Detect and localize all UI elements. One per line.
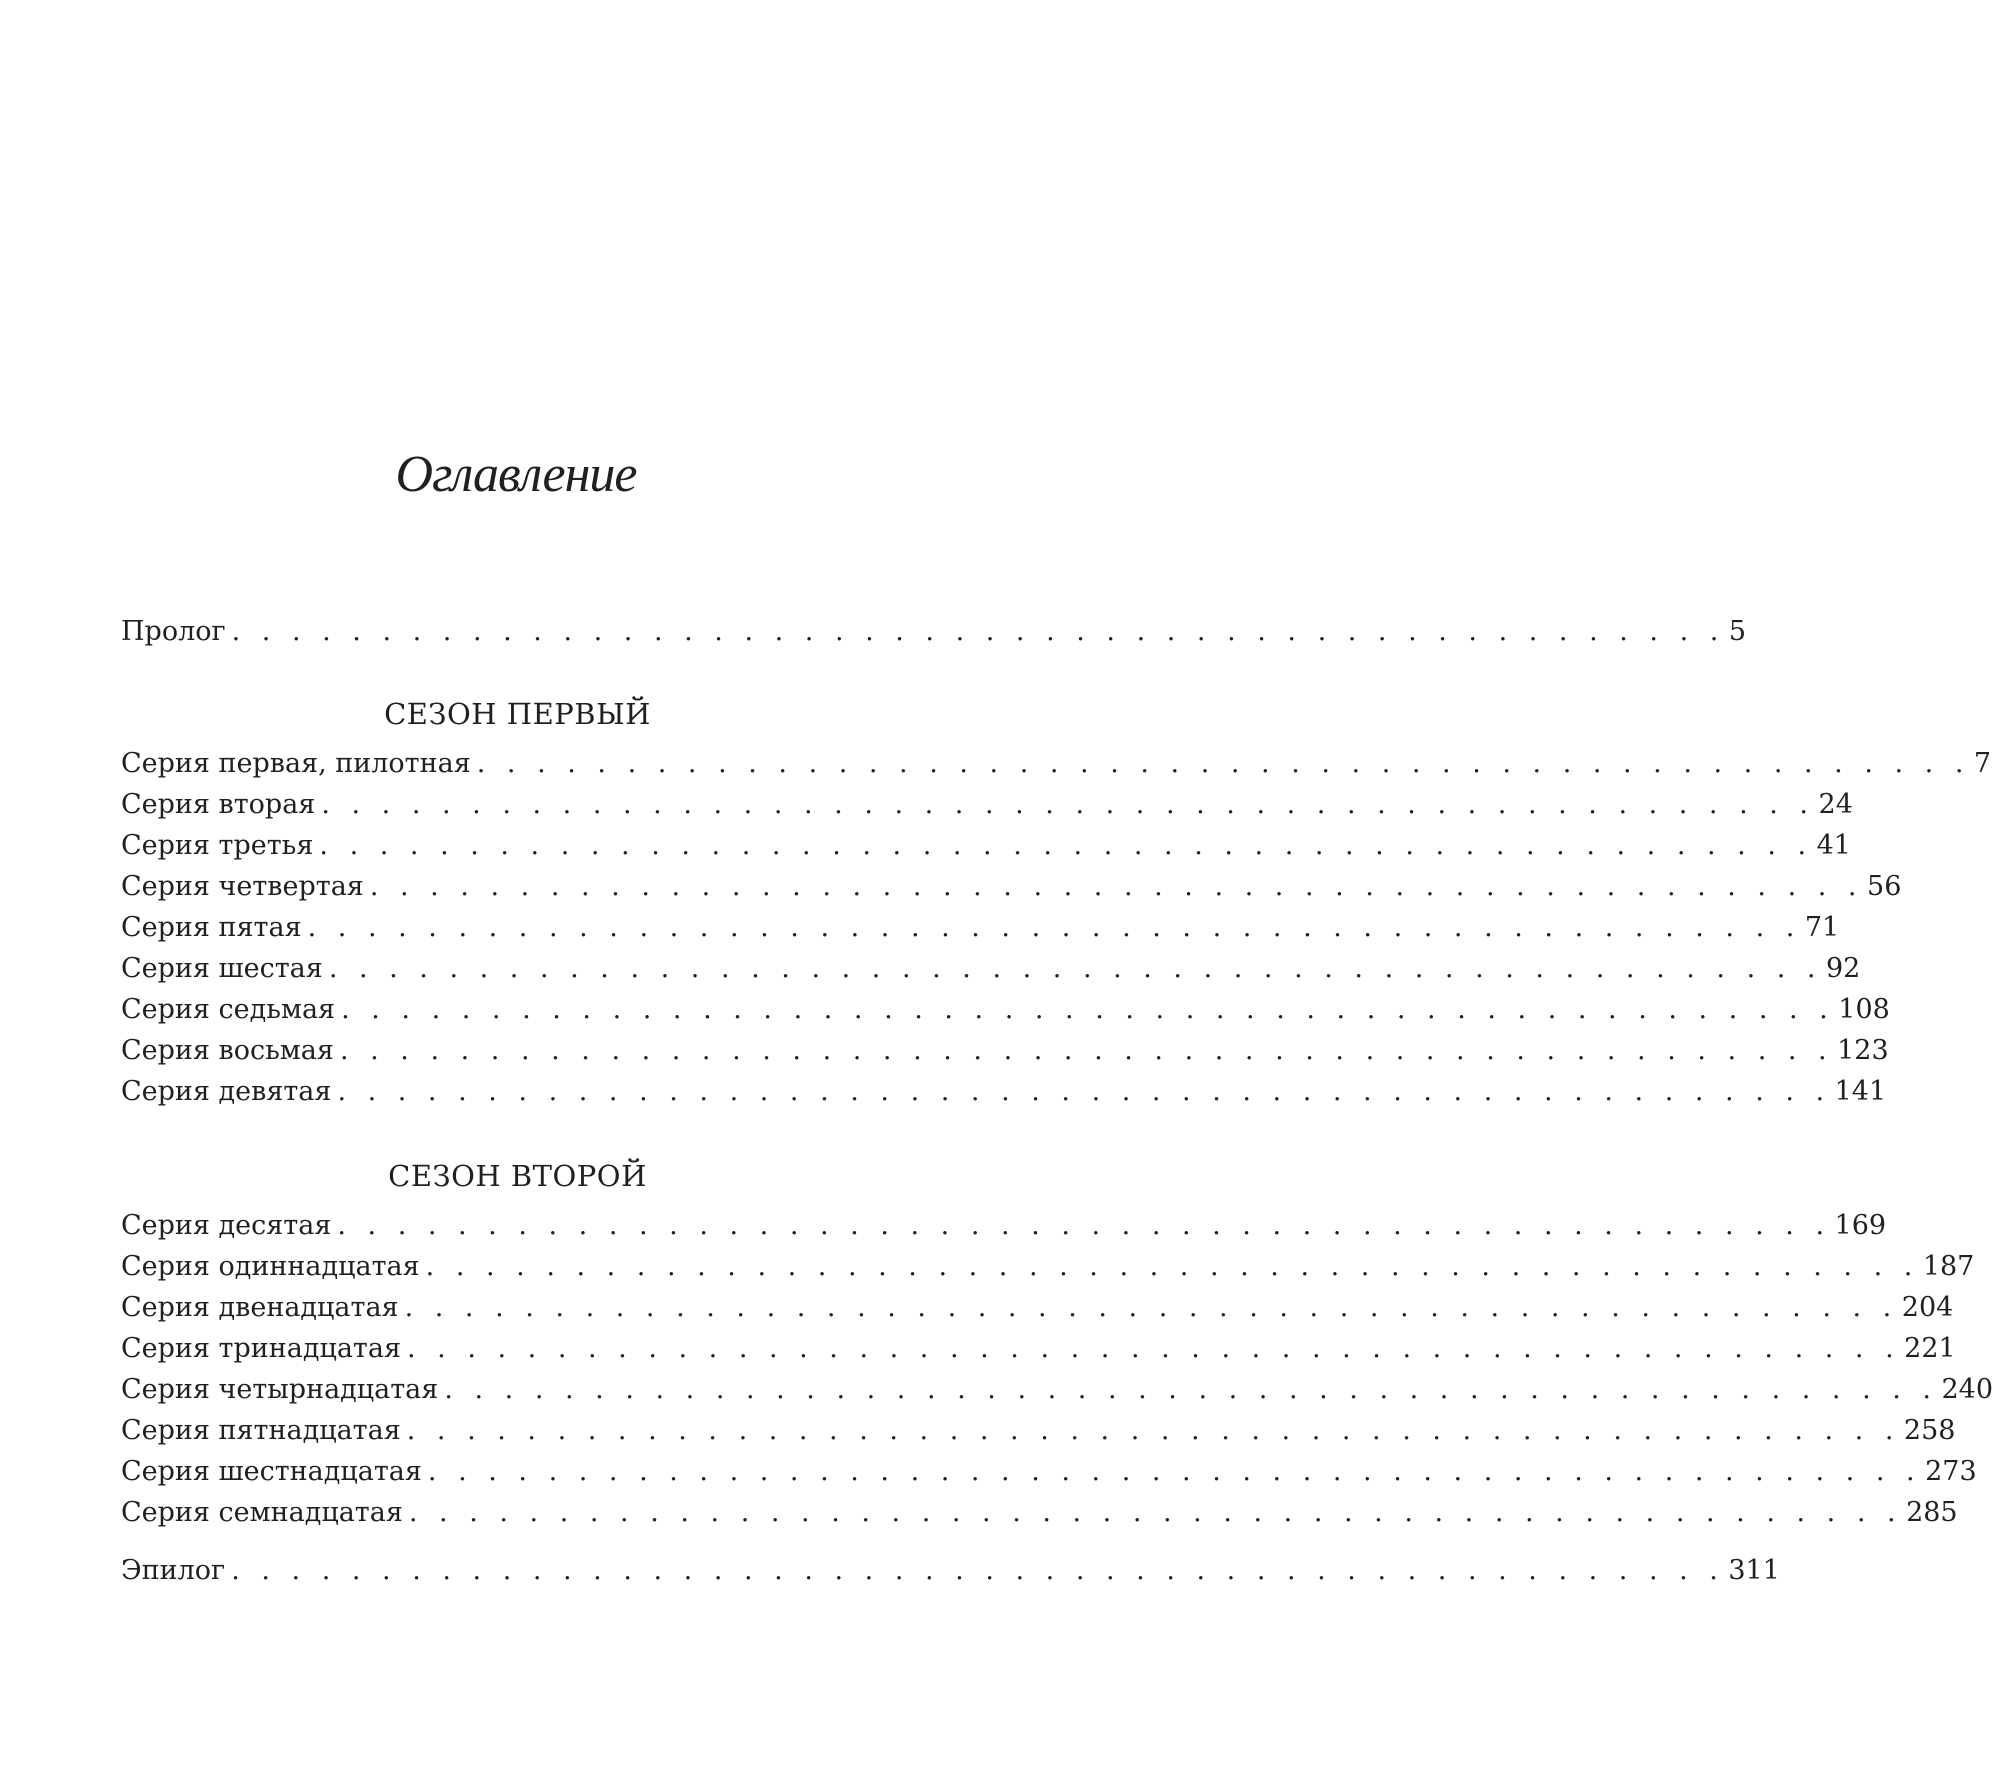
dot-leader: . . . . . . . . . . . . . . . . . . . . . . . . . . . . . . . . . . . . . . . . . . . . . . . . . . xyxy=(427,1456,1922,1487)
entry-label: Серия пятнадцатая xyxy=(121,1415,401,1446)
season-1-heading: СЕЗОН ПЕРВЫЙ xyxy=(384,697,651,731)
toc-entry[interactable] xyxy=(121,1329,1956,1369)
dot-leader: . . . . . . . . . . . . . . . . . . . . . . . . . . . . . . . . . . . . . . . . . . . . . . . . . . xyxy=(408,1497,1903,1528)
entry-page-number: 41 xyxy=(1816,830,1851,861)
dot-leader: . . . . . . . . . . . . . . . . . . . . . . . . . . . . . . . . . . . . . . . . . . . . . . . . . . xyxy=(337,1210,1831,1241)
entry-page-number: 7 xyxy=(1973,748,1992,779)
toc-entry-prologue[interactable] xyxy=(121,612,1746,652)
entry-label: Серия одиннадцатая xyxy=(121,1251,420,1282)
dot-leader: . . . . . . . . . . . . . . . . . . . . . . . . . . . . . . . . . . . . . . . . . . . . . . . . . . xyxy=(339,1035,1834,1066)
entry-page-number: 141 xyxy=(1834,1076,1887,1107)
entry-page-number: 240 xyxy=(1941,1374,1993,1405)
dot-leader: . . . . . . . . . . . . . . . . . . . . . . . . . . . . . . . . . . . . . . . . . . . . . . . . . . xyxy=(231,1555,1725,1586)
entry-page-number: 71 xyxy=(1804,912,1840,943)
toc-entry[interactable] xyxy=(121,1031,1889,1071)
toc-entry[interactable] xyxy=(121,1206,1887,1246)
dot-leader: . . . . . . . . . . . . . . . . . . . . . . . . . . . . . . . . . . . . . . . . . . . . . . . . . . xyxy=(231,616,1725,647)
entry-page-number: 187 xyxy=(1922,1251,1975,1282)
entry-page-number: 311 xyxy=(1728,1555,1780,1586)
entry-page-number: 123 xyxy=(1837,1035,1889,1066)
entry-label: Серия третья xyxy=(121,830,314,861)
toc-entry[interactable] xyxy=(121,1072,1887,1112)
entry-label: Серия девятая xyxy=(121,1076,332,1107)
entry-page-number: 56 xyxy=(1867,871,1902,902)
entry-page-number: 5 xyxy=(1728,616,1746,647)
toc-entry[interactable] xyxy=(121,1247,1975,1287)
entry-label: Эпилог xyxy=(121,1555,226,1586)
entry-label: Серия восьмая xyxy=(121,1035,334,1066)
entry-label: Серия десятая xyxy=(121,1210,332,1241)
entry-label: Серия семнадцатая xyxy=(121,1497,403,1528)
toc-entry[interactable] xyxy=(121,908,1840,948)
dot-leader: . . . . . . . . . . . . . . . . . . . . . . . . . . . . . . . . . . . . . . . . . . . . . . . . . . xyxy=(404,1292,1898,1323)
dot-leader: . . . . . . . . . . . . . . . . . . . . . . . . . . . . . . . . . . . . . . . . . . . . . . . . . . xyxy=(341,994,1835,1025)
entry-page-number: 258 xyxy=(1903,1415,1956,1446)
toc-entry[interactable] xyxy=(121,1452,1977,1492)
toc-entry[interactable] xyxy=(121,867,1902,907)
dot-leader: . . . . . . . . . . . . . . . . . . . . . . . . . . . . . . . . . . . . . . . . . . . . . . . . . . xyxy=(407,1333,1901,1364)
entry-label: Серия шестая xyxy=(121,953,323,984)
entry-label: Серия седьмая xyxy=(121,994,336,1025)
dot-leader: . . . . . . . . . . . . . . . . . . . . . . . . . . . . . . . . . . . . . . . . . . . . . . . . . . xyxy=(476,748,1970,779)
entry-page-number: 24 xyxy=(1818,789,1853,820)
entry-label: Серия шестнадцатая xyxy=(121,1456,422,1487)
dot-leader: . . . . . . . . . . . . . . . . . . . . . . . . . . . . . . . . . . . . . . . . . . . . . . . . . . xyxy=(328,953,1822,984)
toc-entry-epilogue[interactable] xyxy=(121,1551,1780,1591)
toc-entry[interactable] xyxy=(121,949,1861,989)
toc-entry[interactable] xyxy=(121,744,1992,784)
entry-page-number: 169 xyxy=(1834,1210,1887,1241)
toc-entry[interactable] xyxy=(121,1288,1954,1328)
dot-leader: . . . . . . . . . . . . . . . . . . . . . . . . . . . . . . . . . . . . . . . . . . . . . . . . . . xyxy=(444,1374,1938,1405)
entry-label: Серия вторая xyxy=(121,789,316,820)
dot-leader: . . . . . . . . . . . . . . . . . . . . . . . . . . . . . . . . . . . . . . . . . . . . . . . . . . xyxy=(307,912,1801,943)
toc-entry[interactable] xyxy=(121,1493,1958,1533)
entry-label: Серия двенадцатая xyxy=(121,1292,399,1323)
toc-entry[interactable] xyxy=(121,826,1851,866)
dot-leader: . . . . . . . . . . . . . . . . . . . . . . . . . . . . . . . . . . . . . . . . . . . . . . . . . . xyxy=(321,789,1815,820)
dot-leader: . . . . . . . . . . . . . . . . . . . . . . . . . . . . . . . . . . . . . . . . . . . . . . . . . . xyxy=(319,830,1813,861)
dot-leader: . . . . . . . . . . . . . . . . . . . . . . . . . . . . . . . . . . . . . . . . . . . . . . . . . . xyxy=(337,1076,1831,1107)
entry-page-number: 273 xyxy=(1925,1456,1977,1487)
entry-label: Серия первая, пилотная xyxy=(121,748,471,779)
entry-label: Серия пятая xyxy=(121,912,302,943)
season-2-heading: СЕЗОН ВТОРОЙ xyxy=(388,1159,647,1193)
entry-page-number: 221 xyxy=(1904,1333,1956,1364)
page-title: Оглавление xyxy=(395,446,637,503)
dot-leader: . . . . . . . . . . . . . . . . . . . . . . . . . . . . . . . . . . . . . . . . . . . . . . . . . . xyxy=(369,871,1864,902)
entry-label: Серия четырнадцатая xyxy=(121,1374,439,1405)
entry-label: Серия четвертая xyxy=(121,871,364,902)
entry-page-number: 92 xyxy=(1825,953,1861,984)
entry-page-number: 285 xyxy=(1906,1497,1958,1528)
toc-entry[interactable] xyxy=(121,990,1890,1030)
entry-page-number: 108 xyxy=(1838,994,1890,1025)
dot-leader: . . . . . . . . . . . . . . . . . . . . . . . . . . . . . . . . . . . . . . . . . . . . . . . . . . xyxy=(406,1415,1900,1446)
toc-entry[interactable] xyxy=(121,1370,1993,1410)
entry-page-number: 204 xyxy=(1901,1292,1954,1323)
toc-entry[interactable] xyxy=(121,785,1853,825)
dot-leader: . . . . . . . . . . . . . . . . . . . . . . . . . . . . . . . . . . . . . . . . . . . . . . . . . . xyxy=(425,1251,1919,1282)
toc-entry[interactable] xyxy=(121,1411,1956,1451)
entry-label: Серия тринадцатая xyxy=(121,1333,401,1364)
entry-label: Пролог xyxy=(121,616,226,647)
